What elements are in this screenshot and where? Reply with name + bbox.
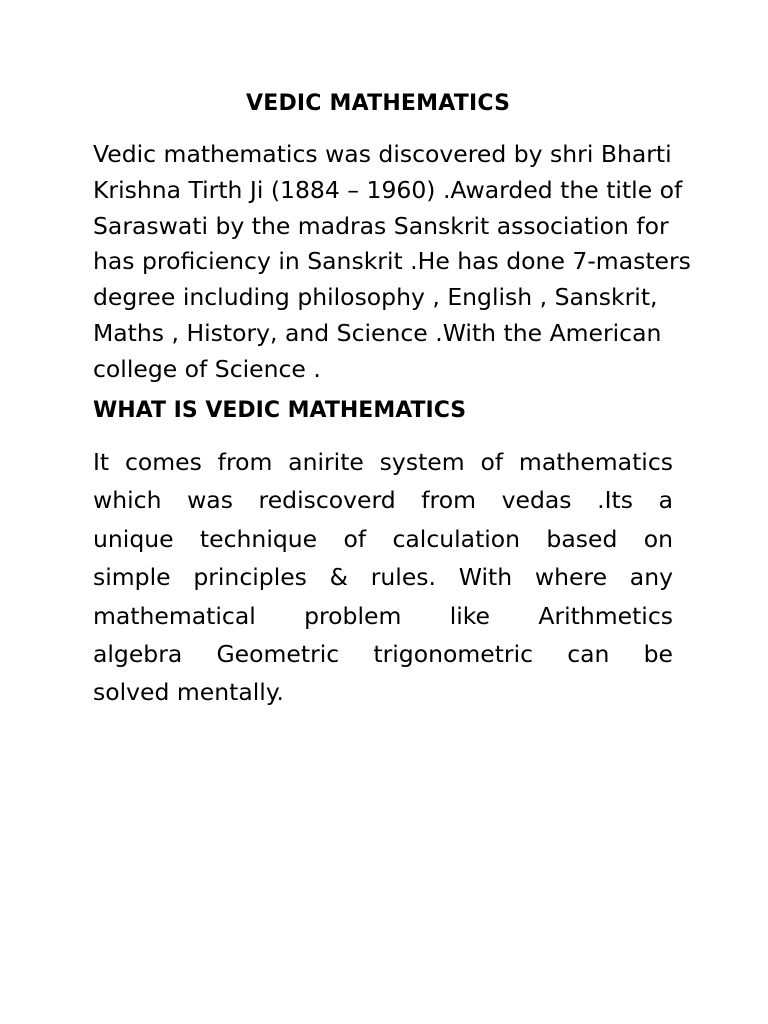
body-paragraph: [93, 443, 673, 712]
intro-line: Maths , History, and Science .With the American: [93, 318, 662, 347]
intro-line: degree including philosophy , English , Sanskrit,: [93, 283, 658, 312]
intro-line: Saraswati by the madras Sanskrit association for: [93, 211, 669, 240]
body-line: mathematical problem like Arithmetics: [93, 601, 673, 630]
body-line: solved mentally.: [93, 678, 284, 707]
body-line: It comes from anirite system of mathematics: [93, 448, 673, 476]
body-line: simple principles & rules. With where any: [93, 563, 673, 592]
document-title: VEDIC MATHEMATICS: [246, 91, 511, 116]
intro-line: college of Science .: [93, 354, 321, 383]
intro-line: has proficiency in Sanskrit .He has done 7-masters: [93, 247, 691, 276]
intro-paragraph: [93, 137, 743, 388]
intro-line: Krishna Tirth Ji (1884 – 1960) .Awarded the title of: [93, 175, 683, 204]
intro-line: Vedic mathematics was discovered by shri Bharti: [93, 140, 672, 168]
body-line: unique technique of calculation based on: [93, 524, 673, 553]
body-line: algebra Geometric trigonometric can be: [93, 640, 673, 669]
body-line: which was rediscoverd from vedas .Its a: [93, 486, 673, 515]
section-heading: WHAT IS VEDIC MATHEMATICS: [93, 398, 467, 423]
